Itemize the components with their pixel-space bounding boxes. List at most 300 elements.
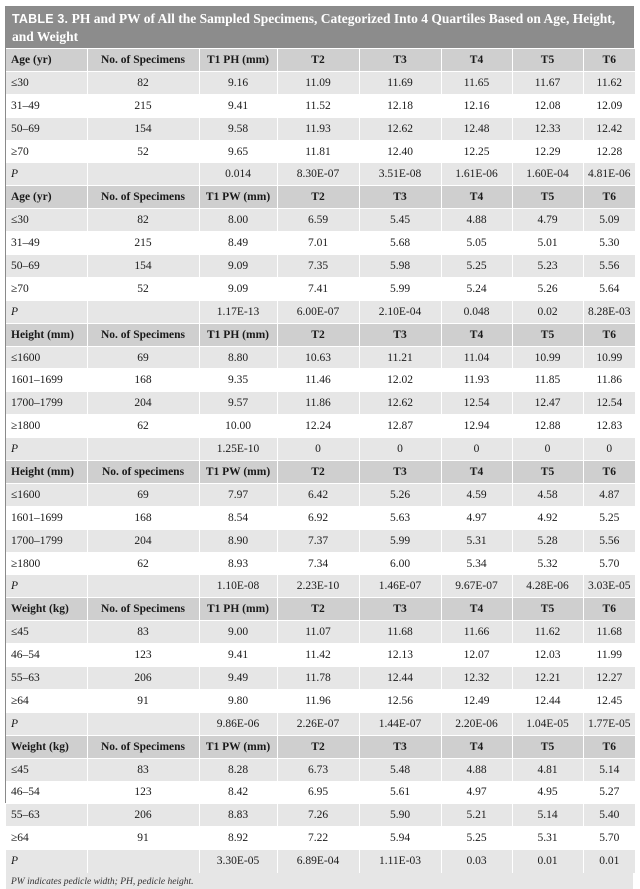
row-label-cell: ≥64: [6, 689, 87, 712]
value-cell: 7.22: [277, 827, 359, 850]
value-cell: 8.28: [199, 758, 277, 781]
column-header-cell: T5: [512, 735, 583, 758]
column-header-cell: T3: [359, 49, 441, 72]
row-label-cell: ≥1800: [6, 415, 87, 438]
column-header-cell: T2: [277, 461, 359, 484]
row-label-cell: 50–69: [6, 255, 87, 278]
value-cell: 12.40: [359, 140, 441, 163]
value-cell: 4.81: [512, 758, 583, 781]
table-row: [6, 346, 635, 369]
value-cell: 82: [87, 209, 199, 232]
value-cell: 12.56: [359, 689, 441, 712]
group-header-cell: Weight (kg): [6, 735, 87, 758]
value-cell: 12.21: [512, 667, 583, 690]
table-row: [6, 392, 635, 415]
column-header-cell: T3: [359, 323, 441, 346]
group-header-cell: Height (mm): [6, 323, 87, 346]
value-cell: 12.83: [583, 415, 635, 438]
table-row: [6, 369, 635, 392]
value-cell: 5.21: [441, 804, 512, 827]
table-row: [6, 117, 635, 140]
value-cell: 5.98: [359, 255, 441, 278]
row-label-cell: ≥64: [6, 827, 87, 850]
p-value-cell: 3.51E-08: [359, 163, 441, 186]
p-value-cell: 0.014: [199, 163, 277, 186]
column-header-cell: T6: [583, 598, 635, 621]
table-row: [6, 689, 635, 712]
column-header-cell: T5: [512, 598, 583, 621]
value-cell: 12.25: [441, 140, 512, 163]
p-value-row: [6, 712, 635, 735]
value-cell: 82: [87, 71, 199, 94]
value-cell: 4.97: [441, 506, 512, 529]
value-cell: 5.70: [583, 552, 635, 575]
value-cell: 9.09: [199, 255, 277, 278]
column-header-cell: T1 PW (mm): [199, 735, 277, 758]
value-cell: 5.25: [441, 827, 512, 850]
column-header-cell: T1 PW (mm): [199, 461, 277, 484]
value-cell: 123: [87, 781, 199, 804]
p-value-cell: 9.67E-07: [441, 575, 512, 598]
value-cell: 62: [87, 552, 199, 575]
value-cell: 5.32: [512, 552, 583, 575]
row-label-cell: ≤30: [6, 209, 87, 232]
value-cell: 154: [87, 117, 199, 140]
column-header-cell: T3: [359, 598, 441, 621]
row-label-cell: ≥70: [6, 277, 87, 300]
value-cell: 204: [87, 392, 199, 415]
value-cell: 6.92: [277, 506, 359, 529]
p-label-cell: P: [6, 300, 87, 323]
column-header-cell: T5: [512, 461, 583, 484]
value-cell: 5.56: [583, 529, 635, 552]
value-cell: 6.95: [277, 781, 359, 804]
table-row: [6, 506, 635, 529]
p-value-cell: 1.17E-13: [199, 300, 277, 323]
value-cell: 11.86: [277, 392, 359, 415]
value-cell: 11.81: [277, 140, 359, 163]
value-cell: 5.25: [441, 255, 512, 278]
value-cell: 11.66: [441, 621, 512, 644]
value-cell: 5.31: [441, 529, 512, 552]
column-header-cell: T6: [583, 461, 635, 484]
value-cell: 4.88: [441, 758, 512, 781]
column-header-cell: T1 PH (mm): [199, 598, 277, 621]
row-label-cell: 1601–1699: [6, 506, 87, 529]
column-header-cell: T6: [583, 323, 635, 346]
p-value-cell: 2.10E-04: [359, 300, 441, 323]
value-cell: 9.65: [199, 140, 277, 163]
row-label-cell: 1700–1799: [6, 392, 87, 415]
column-header-cell: No. of Specimens: [87, 598, 199, 621]
value-cell: 11.96: [277, 689, 359, 712]
p-value-cell: 8.30E-07: [277, 163, 359, 186]
value-cell: 5.63: [359, 506, 441, 529]
value-cell: 11.86: [583, 369, 635, 392]
p-label-cell: P: [6, 712, 87, 735]
value-cell: 6.59: [277, 209, 359, 232]
value-cell: 12.44: [512, 689, 583, 712]
value-cell: 12.09: [583, 94, 635, 117]
value-cell: 5.99: [359, 277, 441, 300]
value-cell: 12.47: [512, 392, 583, 415]
p-value-cell: 0.03: [441, 850, 512, 873]
row-label-cell: 1601–1699: [6, 369, 87, 392]
value-cell: 11.69: [359, 71, 441, 94]
value-cell: 69: [87, 346, 199, 369]
value-cell: 12.44: [359, 667, 441, 690]
value-cell: 11.99: [583, 644, 635, 667]
table-row: [6, 621, 635, 644]
p-value-cell: [87, 163, 199, 186]
p-value-row: [6, 438, 635, 461]
column-header-cell: T4: [441, 461, 512, 484]
value-cell: 154: [87, 255, 199, 278]
value-cell: 6.00: [359, 552, 441, 575]
p-value-cell: 0: [277, 438, 359, 461]
table-row: [6, 552, 635, 575]
value-cell: 6.42: [277, 483, 359, 506]
column-header-cell: T6: [583, 49, 635, 72]
value-cell: 5.01: [512, 232, 583, 255]
table-row: [6, 140, 635, 163]
row-label-cell: 46–54: [6, 781, 87, 804]
value-cell: 5.34: [441, 552, 512, 575]
value-cell: 10.63: [277, 346, 359, 369]
p-value-cell: 1.44E-07: [359, 712, 441, 735]
table-row: [6, 827, 635, 850]
value-cell: 11.52: [277, 94, 359, 117]
table-row: [6, 483, 635, 506]
p-value-cell: 1.60E-04: [512, 163, 583, 186]
column-header-cell: T5: [512, 186, 583, 209]
value-cell: 5.14: [512, 804, 583, 827]
value-cell: 11.78: [277, 667, 359, 690]
value-cell: 8.00: [199, 209, 277, 232]
value-cell: 12.48: [441, 117, 512, 140]
p-value-cell: [87, 850, 199, 873]
value-cell: 8.42: [199, 781, 277, 804]
value-cell: 11.67: [512, 71, 583, 94]
p-value-cell: 0: [359, 438, 441, 461]
value-cell: 5.23: [512, 255, 583, 278]
p-value-cell: 0: [512, 438, 583, 461]
value-cell: 9.49: [199, 667, 277, 690]
p-value-cell: 1.61E-06: [441, 163, 512, 186]
value-cell: 5.24: [441, 277, 512, 300]
value-cell: 5.64: [583, 277, 635, 300]
table-caption: PH and PW of All the Sampled Specimens, Categorized Into 4 Quartiles Based on Age, Height, and Weight: [12, 11, 616, 44]
value-cell: 10.99: [583, 346, 635, 369]
column-header-cell: T4: [441, 186, 512, 209]
value-cell: 12.45: [583, 689, 635, 712]
value-cell: 12.42: [583, 117, 635, 140]
value-cell: 9.41: [199, 644, 277, 667]
value-cell: 12.32: [441, 667, 512, 690]
row-label-cell: 31–49: [6, 94, 87, 117]
table-row: [6, 415, 635, 438]
value-cell: 12.28: [583, 140, 635, 163]
section-header-row: [6, 735, 635, 758]
value-cell: 8.54: [199, 506, 277, 529]
value-cell: 5.31: [512, 827, 583, 850]
value-cell: 52: [87, 140, 199, 163]
value-cell: 10.00: [199, 415, 277, 438]
table-row: [6, 758, 635, 781]
value-cell: 11.93: [277, 117, 359, 140]
value-cell: 11.62: [512, 621, 583, 644]
p-value-row: [6, 163, 635, 186]
value-cell: 5.99: [359, 529, 441, 552]
p-value-cell: 0.048: [441, 300, 512, 323]
table-row: [6, 232, 635, 255]
table-footnote: PW indicates pedicle width; PH, pedicle height.: [6, 873, 633, 889]
value-cell: 9.57: [199, 392, 277, 415]
p-value-cell: 0.01: [583, 850, 635, 873]
column-header-cell: T2: [277, 598, 359, 621]
value-cell: 62: [87, 415, 199, 438]
value-cell: 5.25: [583, 506, 635, 529]
p-value-cell: 9.86E-06: [199, 712, 277, 735]
value-cell: 168: [87, 369, 199, 392]
column-header-cell: No. of Specimens: [87, 735, 199, 758]
value-cell: 7.37: [277, 529, 359, 552]
group-header-cell: Weight (kg): [6, 598, 87, 621]
value-cell: 7.26: [277, 804, 359, 827]
value-cell: 11.09: [277, 71, 359, 94]
value-cell: 8.83: [199, 804, 277, 827]
value-cell: 12.62: [359, 392, 441, 415]
table-row: [6, 529, 635, 552]
p-value-cell: [87, 712, 199, 735]
p-value-cell: 3.30E-05: [199, 850, 277, 873]
row-label-cell: 31–49: [6, 232, 87, 255]
value-cell: 4.97: [441, 781, 512, 804]
value-cell: 12.33: [512, 117, 583, 140]
p-label-cell: P: [6, 438, 87, 461]
column-header-cell: T6: [583, 186, 635, 209]
column-header-cell: T2: [277, 735, 359, 758]
p-value-cell: 1.11E-03: [359, 850, 441, 873]
value-cell: 12.08: [512, 94, 583, 117]
value-cell: 9.16: [199, 71, 277, 94]
value-cell: 52: [87, 277, 199, 300]
p-label-cell: P: [6, 850, 87, 873]
column-header-cell: T4: [441, 735, 512, 758]
value-cell: 4.79: [512, 209, 583, 232]
value-cell: 12.07: [441, 644, 512, 667]
value-cell: 5.48: [359, 758, 441, 781]
value-cell: 8.80: [199, 346, 277, 369]
column-header-cell: No. of specimens: [87, 461, 199, 484]
row-label-cell: ≥1800: [6, 552, 87, 575]
row-label-cell: 55–63: [6, 667, 87, 690]
value-cell: 11.21: [359, 346, 441, 369]
value-cell: 9.80: [199, 689, 277, 712]
column-header-cell: T5: [512, 49, 583, 72]
value-cell: 206: [87, 667, 199, 690]
column-header-cell: T2: [277, 323, 359, 346]
value-cell: 204: [87, 529, 199, 552]
p-value-cell: 2.26E-07: [277, 712, 359, 735]
p-value-row: [6, 575, 635, 598]
table-row: [6, 255, 635, 278]
table-row: [6, 804, 635, 827]
value-cell: 11.65: [441, 71, 512, 94]
p-value-cell: 8.28E-03: [583, 300, 635, 323]
value-cell: 12.29: [512, 140, 583, 163]
table-row: [6, 667, 635, 690]
column-header-cell: T4: [441, 323, 512, 346]
column-header-cell: T2: [277, 49, 359, 72]
table-row: [6, 209, 635, 232]
p-value-cell: 0: [583, 438, 635, 461]
value-cell: 8.49: [199, 232, 277, 255]
column-header-cell: T5: [512, 323, 583, 346]
table-row: [6, 644, 635, 667]
p-value-cell: [87, 575, 199, 598]
table-frame: [5, 6, 634, 887]
value-cell: 12.03: [512, 644, 583, 667]
value-cell: 5.61: [359, 781, 441, 804]
value-cell: 69: [87, 483, 199, 506]
table-row: [6, 781, 635, 804]
column-header-cell: T1 PH (mm): [199, 323, 277, 346]
value-cell: 91: [87, 827, 199, 850]
value-cell: 12.02: [359, 369, 441, 392]
value-cell: 12.24: [277, 415, 359, 438]
value-cell: 5.68: [359, 232, 441, 255]
value-cell: 5.45: [359, 209, 441, 232]
value-cell: 9.58: [199, 117, 277, 140]
column-header-cell: T6: [583, 735, 635, 758]
p-label-cell: P: [6, 575, 87, 598]
value-cell: 9.35: [199, 369, 277, 392]
p-value-cell: 4.28E-06: [512, 575, 583, 598]
column-header-cell: T3: [359, 735, 441, 758]
value-cell: 5.70: [583, 827, 635, 850]
column-header-cell: T1 PH (mm): [199, 49, 277, 72]
value-cell: 11.93: [441, 369, 512, 392]
row-label-cell: 1700–1799: [6, 529, 87, 552]
p-label-cell: P: [6, 163, 87, 186]
column-header-cell: T1 PW (mm): [199, 186, 277, 209]
data-table: [6, 48, 635, 873]
p-value-cell: 1.04E-05: [512, 712, 583, 735]
group-header-cell: Age (yr): [6, 49, 87, 72]
row-label-cell: 46–54: [6, 644, 87, 667]
value-cell: 5.28: [512, 529, 583, 552]
section-header-row: [6, 186, 635, 209]
value-cell: 5.56: [583, 255, 635, 278]
table-row: [6, 277, 635, 300]
p-value-cell: [87, 438, 199, 461]
value-cell: 7.97: [199, 483, 277, 506]
p-value-row: [6, 300, 635, 323]
p-value-cell: [87, 300, 199, 323]
p-value-row: [6, 850, 635, 873]
value-cell: 4.59: [441, 483, 512, 506]
value-cell: 215: [87, 232, 199, 255]
section-header-row: [6, 598, 635, 621]
value-cell: 12.54: [583, 392, 635, 415]
column-header-cell: T2: [277, 186, 359, 209]
value-cell: 5.40: [583, 804, 635, 827]
value-cell: 5.94: [359, 827, 441, 850]
value-cell: 4.95: [512, 781, 583, 804]
row-label-cell: ≤45: [6, 758, 87, 781]
value-cell: 5.09: [583, 209, 635, 232]
value-cell: 12.87: [359, 415, 441, 438]
value-cell: 8.93: [199, 552, 277, 575]
row-label-cell: ≤1600: [6, 483, 87, 506]
value-cell: 8.90: [199, 529, 277, 552]
value-cell: 9.41: [199, 94, 277, 117]
value-cell: 168: [87, 506, 199, 529]
value-cell: 11.62: [583, 71, 635, 94]
p-value-cell: 6.00E-07: [277, 300, 359, 323]
column-header-cell: T3: [359, 186, 441, 209]
row-label-cell: ≤30: [6, 71, 87, 94]
value-cell: 12.16: [441, 94, 512, 117]
value-cell: 5.05: [441, 232, 512, 255]
section-header-row: [6, 461, 635, 484]
p-value-cell: 2.23E-10: [277, 575, 359, 598]
value-cell: 5.26: [512, 277, 583, 300]
value-cell: 7.34: [277, 552, 359, 575]
p-value-cell: 0.02: [512, 300, 583, 323]
table-number: TABLE 3.: [12, 12, 69, 26]
value-cell: 4.88: [441, 209, 512, 232]
value-cell: 5.27: [583, 781, 635, 804]
value-cell: 11.68: [359, 621, 441, 644]
value-cell: 91: [87, 689, 199, 712]
p-value-cell: 3.03E-05: [583, 575, 635, 598]
row-label-cell: ≤45: [6, 621, 87, 644]
value-cell: 6.73: [277, 758, 359, 781]
value-cell: 8.92: [199, 827, 277, 850]
value-cell: 11.07: [277, 621, 359, 644]
p-value-cell: 1.25E-10: [199, 438, 277, 461]
value-cell: 206: [87, 804, 199, 827]
column-header-cell: T4: [441, 598, 512, 621]
table-body: [6, 49, 635, 873]
row-label-cell: ≥70: [6, 140, 87, 163]
row-label-cell: 50–69: [6, 117, 87, 140]
value-cell: 12.94: [441, 415, 512, 438]
row-label-cell: ≤1600: [6, 346, 87, 369]
row-label-cell: 55–63: [6, 804, 87, 827]
value-cell: 123: [87, 644, 199, 667]
value-cell: 12.13: [359, 644, 441, 667]
p-value-cell: 4.81E-06: [583, 163, 635, 186]
p-value-cell: 0: [441, 438, 512, 461]
value-cell: 5.90: [359, 804, 441, 827]
value-cell: 215: [87, 94, 199, 117]
column-header-cell: T4: [441, 49, 512, 72]
value-cell: 12.18: [359, 94, 441, 117]
value-cell: 83: [87, 621, 199, 644]
value-cell: 4.87: [583, 483, 635, 506]
value-cell: 12.62: [359, 117, 441, 140]
column-header-cell: T3: [359, 461, 441, 484]
value-cell: 11.42: [277, 644, 359, 667]
group-header-cell: Age (yr): [6, 186, 87, 209]
value-cell: 9.00: [199, 621, 277, 644]
value-cell: 12.27: [583, 667, 635, 690]
column-header-cell: No. of Specimens: [87, 49, 199, 72]
value-cell: 7.01: [277, 232, 359, 255]
